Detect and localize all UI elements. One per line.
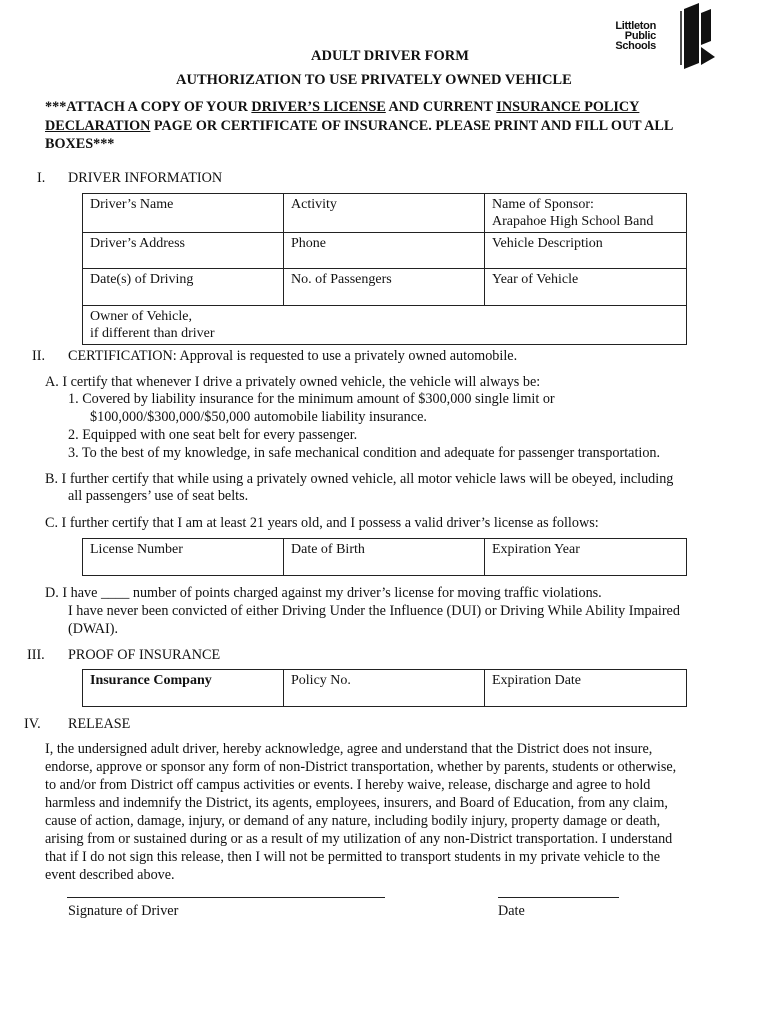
expiration-year-field[interactable]: Expiration Year	[485, 539, 687, 576]
signature-line[interactable]	[67, 897, 385, 898]
section-3-number: III.	[27, 647, 45, 663]
logo-text: Littleton Public Schools	[615, 20, 656, 52]
cert-b-line1: B. I further certify that while using a privately owned vehicle, all motor vehicle laws will be obeyed, including	[45, 471, 674, 487]
vehicle-description-field[interactable]: Vehicle Description	[485, 233, 687, 269]
section-4-number: IV.	[24, 716, 41, 732]
section-2-heading: CERTIFICATION: Approval is requested to use a privately owned automobile.	[68, 348, 518, 364]
cert-a2: 2. Equipped with one seat belt for every passenger.	[68, 427, 358, 443]
insurance-table	[82, 669, 687, 707]
notice-line-2: DECLARATION PAGE OR CERTIFICATE OF INSURANCE. PLEASE PRINT AND FILL OUT ALL	[45, 118, 674, 134]
form-title: ADULT DRIVER FORM	[311, 48, 469, 64]
cert-d-line2: I have never been convicted of either Driving Under the Influence (DUI) or Driving While Ability Impaired	[68, 603, 680, 619]
cert-d-line3: (DWAI).	[68, 621, 119, 637]
cert-a1-line1: 1. Covered by liability insurance for the minimum amount of $300,000 single limit or	[68, 391, 555, 407]
owner-of-vehicle-field[interactable]: Owner of Vehicle, if different than driver	[83, 306, 687, 345]
form-subtitle: AUTHORIZATION TO USE PRIVATELY OWNED VEHICLE	[176, 72, 572, 88]
cert-a: A. I certify that whenever I drive a privately owned vehicle, the vehicle will always be:	[45, 374, 541, 390]
signature-label: Signature of Driver	[68, 903, 179, 919]
date-label: Date	[498, 903, 525, 919]
notice-line-1: ***ATTACH A COPY OF YOUR DRIVER’S LICENSE AND CURRENT INSURANCE POLICY	[45, 99, 640, 115]
date-of-birth-field[interactable]: Date of Birth	[284, 539, 485, 576]
cert-d-line1: D. I have ____ number of points charged against my driver’s license for moving traffic violations.	[45, 585, 602, 601]
date-line[interactable]	[498, 897, 619, 898]
cert-a1-line2: $100,000/$300,000/$50,000 automobile liability insurance.	[90, 409, 427, 425]
cert-b-line2: all passengers’ use of seat belts.	[68, 488, 249, 504]
section-1-heading: DRIVER INFORMATION	[68, 170, 223, 186]
drivers-name-field[interactable]: Driver’s Name	[83, 194, 284, 233]
license-table	[82, 538, 687, 576]
notice-line-3: BOXES***	[45, 136, 115, 152]
section-4-heading: RELEASE	[68, 716, 131, 732]
phone-field[interactable]: Phone	[284, 233, 485, 269]
section-3-heading: PROOF OF INSURANCE	[68, 647, 221, 663]
policy-no-field[interactable]: Policy No.	[284, 670, 485, 707]
cert-c: C. I further certify that I am at least 21 years old, and I possess a valid driver’s license as follows:	[45, 515, 599, 531]
dates-of-driving-field[interactable]: Date(s) of Driving	[83, 269, 284, 306]
logo-mark-icon	[657, 3, 717, 69]
passengers-field[interactable]: No. of Passengers	[284, 269, 485, 306]
section-1-number: I.	[37, 170, 46, 186]
sponsor-field[interactable]: Name of Sponsor: Arapahoe High School Band	[485, 194, 687, 233]
cert-a3: 3. To the best of my knowledge, in safe mechanical condition and adequate for passenger transportation.	[68, 445, 661, 461]
driver-info-table	[82, 193, 687, 345]
activity-field[interactable]: Activity	[284, 194, 485, 233]
expiration-date-field[interactable]: Expiration Date	[485, 670, 687, 707]
insurance-company-field[interactable]: Insurance Company	[83, 670, 284, 707]
year-of-vehicle-field[interactable]: Year of Vehicle	[485, 269, 687, 306]
section-2-number: II.	[32, 348, 45, 364]
license-number-field[interactable]: License Number	[83, 539, 284, 576]
release-text: I, the undersigned adult driver, hereby acknowledge, agree and understand that the District does not insure, endorse, approve or sponsor any form of non-District transportation, whether by parents, students or otherwise, to and/or from District off campus activities or events. I hereby waive, release, discharge and agree to hold harmless and indemnify the District, its agents, employees, insurers, and Board of Education, from any claim, cause of action, damage, injury, or demand of any nature, including bodily injury, property damage or death, arising from or sustained during or as a result of my utilization of any non-District transportation. I understand that if I do not sign this release, then I will not be permitted to transport students in my private vehicle to the event described above.	[45, 741, 677, 883]
drivers-address-field[interactable]: Driver’s Address	[83, 233, 284, 269]
